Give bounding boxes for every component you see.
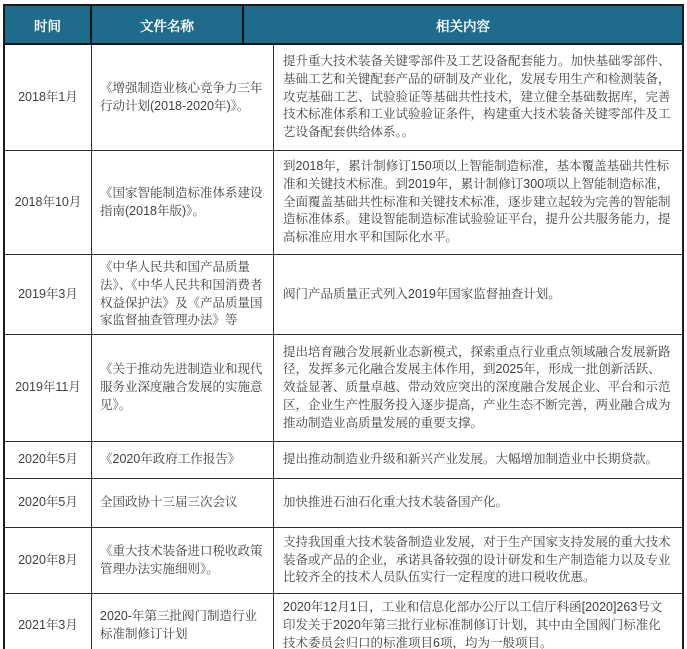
table-row xyxy=(5,255,682,335)
table-row xyxy=(5,528,682,594)
col-header-content: 相关内容 xyxy=(436,19,490,34)
cell-doc-name: 《国家智能制造标准体系建设指南(2018年版)》。 xyxy=(92,151,274,254)
cell-time: 2020年8月 xyxy=(5,528,92,593)
cell-doc-name: 2020-年第三批阀门制造行业标准制修订计划 xyxy=(92,594,274,649)
cell-content: 提出推动制造业升级和新兴产业发展。大幅增加制造业中长期贷款。 xyxy=(283,452,659,467)
cell-content: 到2018年，累计制修订150项以上智能制造标准，基本覆盖基础共性标准和关键技术标准。到2019年，累计制修订300项以上智能制造标准，全面覆盖基础共性标准和关键技术标准，逐步建立起较为完善的智能制造标准体系。建设智能制造标准试验验证平台，提升公共服务能力，提高标准应用水平和国际化水平。 xyxy=(283,159,671,245)
cell-time: 2018年1月 xyxy=(5,45,92,150)
cell-doc-name: 《2020年政府工作报告》 xyxy=(92,442,274,478)
cell-time: 2019年11月 xyxy=(5,335,92,441)
cell-content: 阀门产品质量正式列入2019年国家监督抽查计划。 xyxy=(283,286,561,301)
table-row xyxy=(5,335,682,442)
cell-content: 加快推进石油石化重大技术装备国产化。 xyxy=(283,495,509,510)
cell-content: 2020年12月1日，工业和信息化部办公厅以工信厅科函[2020]263号文印发关于2020年第三批行业标准制修订计划，其中由全国阀门标准化技术委员会归口的标准项目6项，均为一般项目。 xyxy=(283,600,663,649)
cell-doc-name: 《关于推动先进制造业和现代服务业深度融合发展的实施意见》。 xyxy=(92,335,274,441)
col-header-doc-name: 文件名称 xyxy=(92,6,244,43)
table-row xyxy=(5,45,682,151)
cell-doc-name: 《重大技术装备进口税收政策管理办法实施细则》。 xyxy=(92,528,274,593)
cell-doc-name: 全国政协十三届三次会议 xyxy=(92,479,274,527)
cell-content: 提出培育融合发展新业态新模式，探索重点行业重点领域融合发展新路径，发挥多元化融合发展主体作用，到2025年，形成一批创新活跃、效益显著、质量卓越、带动效应突出的深度融合发展企业、平台和示范区，企业生产性服务投入逐步提高，产业生态不断完善，两业融合成为推动制造业高质量发展的重要支撑。 xyxy=(283,344,671,430)
cell-doc-name: 《增强制造业核心竞争力三年行动计划(2018-2020年)》。 xyxy=(92,45,274,150)
cell-doc-name: 《中华人民共和国产品质量法》、《中华人民共和国消费者权益保护法》及《产品质量国家监督抽查管理办法》等 xyxy=(92,255,274,334)
table-header-row xyxy=(5,6,682,45)
col-header-time: 时间 xyxy=(5,6,92,43)
cell-content: 支持我国重大技术装备制造业发展，对于生产国家支持发展的重大技术装备或产品的企业，承诺具备较强的设计研发和生产制造能力以及专业比较齐全的技术人员队伍实行一定程度的进口税收优惠。 xyxy=(283,534,671,585)
cell-time: 2020年5月 xyxy=(5,479,92,527)
table-body xyxy=(5,45,682,649)
table-row xyxy=(5,151,682,255)
table-row xyxy=(5,442,682,479)
cell-time: 2019年3月 xyxy=(5,255,92,334)
cell-time: 2020年5月 xyxy=(5,442,92,478)
cell-time: 2018年10月 xyxy=(5,151,92,254)
table-row xyxy=(5,479,682,528)
table-row xyxy=(5,594,682,649)
cell-time: 2021年3月 xyxy=(5,594,92,649)
cell-content: 提升重大技术装备关键零部件及工艺设备配套能力。加快基础零部件、基础工艺和关键配套产品的研制及产业化，发展专用生产和检测装备，攻克基础工艺、试验验证等基础共性技术，建立健全基础数据库，完善技术标准体系和工业试验验证条件，构建重大技术装备关键零部件及工艺设备配套供给体系。。 xyxy=(283,54,671,140)
policy-table xyxy=(3,4,684,649)
